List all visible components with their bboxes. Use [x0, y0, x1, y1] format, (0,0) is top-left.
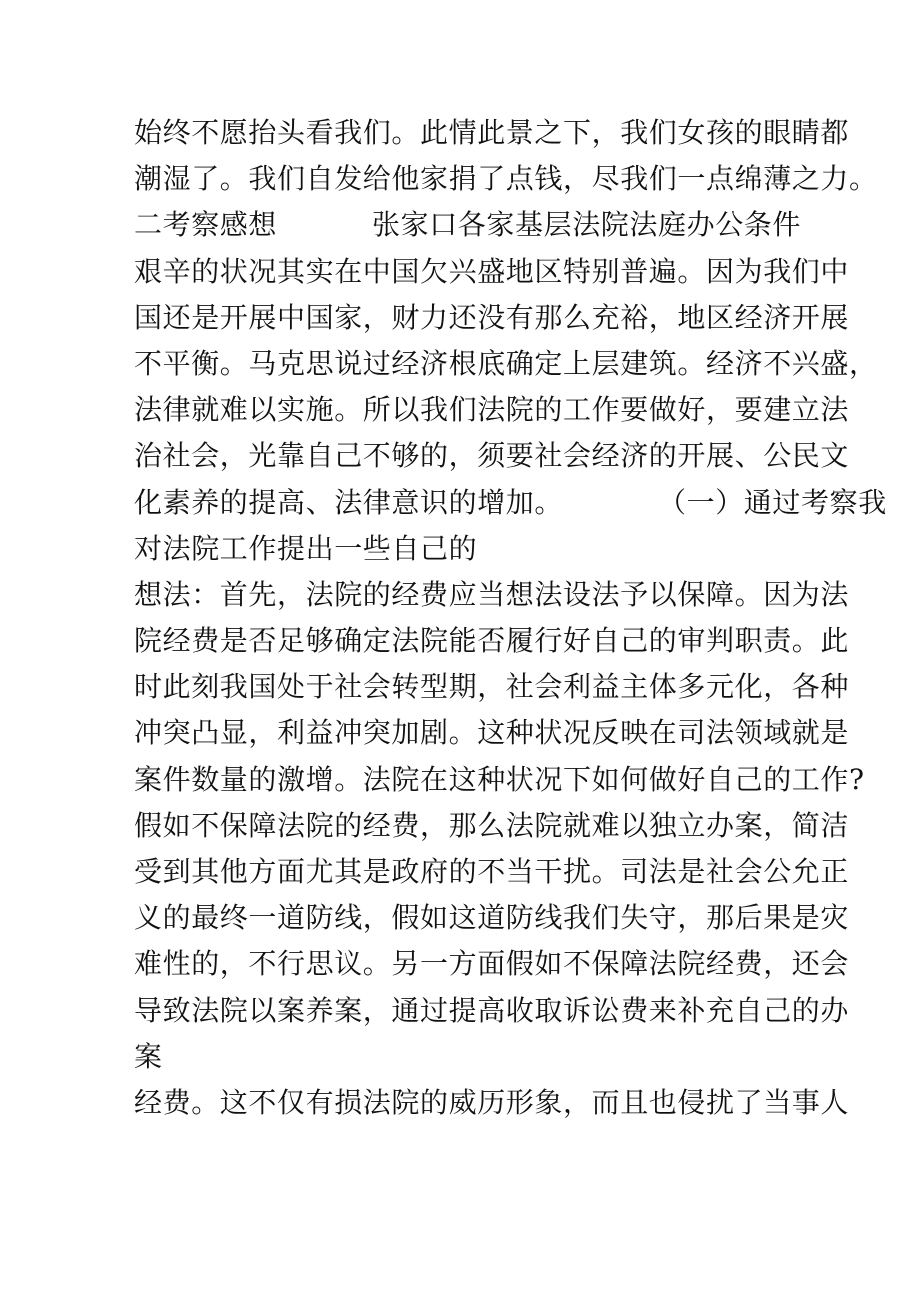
text-line: 冲突凸显，利益冲突加剧。这种状况反映在司法领域就是: [134, 716, 850, 750]
text-line: 时此刻我国处于社会转型期，社会利益主体多元化，各种: [134, 670, 850, 704]
text-line: 治社会，光靠自己不够的，须要社会经济的开展、公民文: [134, 439, 850, 473]
section-heading-line: 二考察感想 张家口各家基层法院法庭办公条件: [134, 208, 802, 242]
text-line: 案: [134, 1039, 163, 1073]
text-line: 对法院工作提出一些自己的: [134, 531, 478, 565]
text-line: 艰辛的状况其实在中国欠兴盛地区特别普遍。因为我们中: [134, 254, 850, 288]
text-line: 经费。这不仅有损法院的威历形象，而且也侵扰了当事人: [134, 1085, 850, 1119]
text-line: 义的最终一道防线，假如这道防线我们失守，那后果是灾: [134, 901, 850, 935]
text-line: 导致法院以案养案，通过提高收取诉讼费来补充自己的办: [134, 993, 850, 1027]
body-text: [134, 110, 887, 1126]
text-line: 院经费是否足够确定法院能否履行好自己的审判职责。此: [134, 624, 850, 658]
text-line: 难性的，不行思议。另一方面假如不保障法院经费，还会: [134, 947, 850, 981]
text-line: 法律就难以实施。所以我们法院的工作要做好，要建立法: [134, 393, 850, 427]
text-line: 国还是开展中国家，财力还没有那么充裕，地区经济开展: [134, 300, 850, 334]
text-line: 化素养的提高、法律意识的增加。 （一）通过考察我: [134, 485, 887, 519]
text-line: 不平衡。马克思说过经济根底确定上层建筑。经济不兴盛，: [134, 346, 878, 380]
text-line: 想法：首先，法院的经费应当想法设法予以保障。因为法: [134, 577, 850, 611]
text-line: 案件数量的激增。法院在这种状况下如何做好自己的工作?: [134, 762, 865, 796]
text-line: 假如不保障法院的经费，那么法院就难以独立办案，简洁: [134, 808, 850, 842]
text-line: 始终不愿抬头看我们。此情此景之下，我们女孩的眼睛都: [134, 116, 850, 149]
text-line: 潮湿了。我们自发给他家捐了点钱，尽我们一点绵薄之力。: [134, 162, 878, 196]
text-line: 受到其他方面尤其是政府的不当干扰。司法是社会公允正: [134, 855, 850, 888]
